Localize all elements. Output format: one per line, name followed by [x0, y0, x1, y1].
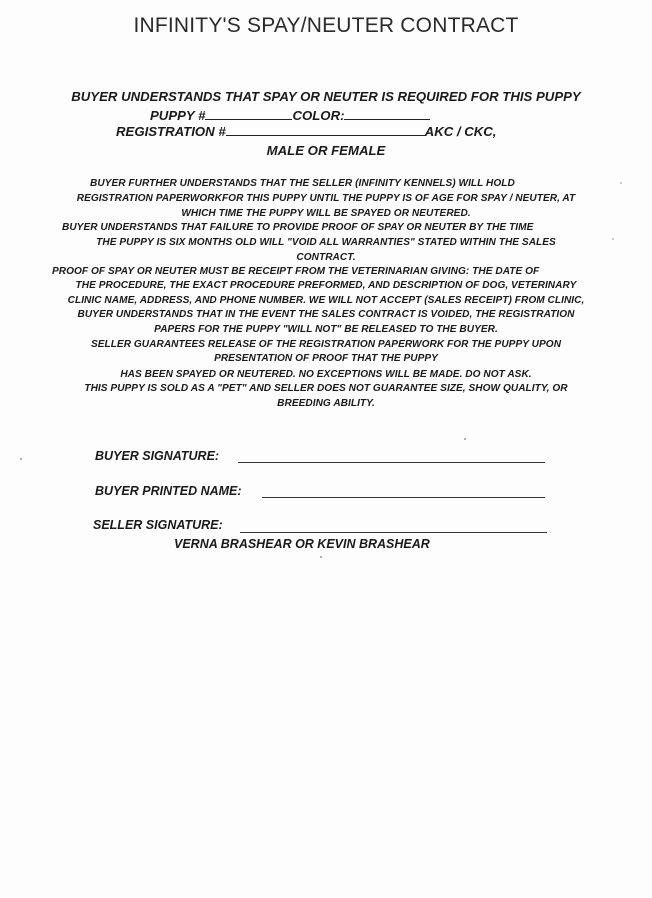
- seller-signature-field[interactable]: [240, 532, 547, 533]
- body-line-6: CONTRACT.: [296, 252, 356, 263]
- scan-speck: [464, 438, 466, 440]
- akc-ckc-label: AKC / CKC,: [424, 124, 497, 139]
- sex-line: MALE OR FEMALE: [266, 143, 386, 158]
- body-line-4: BUYER UNDERSTANDS THAT FAILURE TO PROVIDE PROOF OF SPAY OR NEUTER BY THE TIME: [62, 222, 534, 233]
- body-line-10: BUYER UNDERSTANDS THAT IN THE EVENT THE SALES CONTRACT IS VOIDED, THE REGISTRATION: [77, 309, 575, 320]
- scan-speck: [320, 556, 322, 558]
- puppy-color-line: [150, 108, 430, 123]
- buyer-printed-name-field[interactable]: [262, 497, 545, 498]
- color-field[interactable]: [344, 108, 430, 120]
- body-line-13: PRESENTATION OF PROOF THAT THE PUPPY: [214, 353, 438, 364]
- body-line-3: WHICH TIME THE PUPPY WILL BE SPAYED OR NEUTERED.: [181, 208, 471, 219]
- page-title: INFINITY'S SPAY/NEUTER CONTRACT: [133, 14, 519, 37]
- body-line-1: BUYER FURTHER UNDERSTANDS THAT THE SELLER (INFINITY KENNELS) WILL HOLD: [90, 178, 515, 189]
- buyer-signature-label: BUYER SIGNATURE:: [95, 449, 220, 463]
- scan-speck: [612, 238, 614, 240]
- body-line-15: THIS PUPPY IS SOLD AS A "PET" AND SELLER DOES NOT GUARANTEE SIZE, SHOW QUALITY, OR: [84, 383, 568, 394]
- requirement-statement: BUYER UNDERSTANDS THAT SPAY OR NEUTER IS REQUIRED FOR THIS PUPPY: [71, 89, 581, 104]
- registration-line: [116, 124, 496, 139]
- puppy-number-field[interactable]: [205, 108, 292, 120]
- registration-field[interactable]: [226, 124, 425, 136]
- seller-names: VERNA BRASHEAR OR KEVIN BRASHEAR: [174, 537, 430, 551]
- body-line-16: BREEDING ABILITY.: [277, 398, 375, 409]
- body-line-11: PAPERS FOR THE PUPPY "WILL NOT" BE RELEASED TO THE BUYER.: [154, 324, 498, 335]
- body-line-7: PROOF OF SPAY OR NEUTER MUST BE RECEIPT FROM THE VETERINARIAN GIVING: THE DATE OF: [52, 266, 540, 277]
- body-line-5: THE PUPPY IS SIX MONTHS OLD WILL "VOID ALL WARRANTIES" STATED WITHIN THE SALES: [96, 237, 556, 248]
- buyer-printed-name-label: BUYER PRINTED NAME:: [95, 484, 242, 498]
- body-line-12: SELLER GUARANTEES RELEASE OF THE REGISTRATION PAPERWORK FOR THE PUPPY UPON: [90, 339, 562, 350]
- registration-label: REGISTRATION #: [116, 124, 226, 139]
- seller-signature-label: SELLER SIGNATURE:: [93, 518, 223, 532]
- puppy-number-label: PUPPY #: [150, 108, 206, 123]
- scan-speck: [20, 458, 22, 460]
- color-label: COLOR:: [292, 108, 345, 123]
- body-line-2: REGISTRATION PAPERWORKFOR THIS PUPPY UNTIL THE PUPPY IS OF AGE FOR SPAY / NEUTER, AT: [76, 193, 576, 204]
- body-line-8: THE PROCEDURE, THE EXACT PROCEDURE PREFORMED, AND DESCRIPTION OF DOG, VETERINARY: [75, 280, 577, 291]
- body-line-14: HAS BEEN SPAYED OR NEUTERED. NO EXCEPTIONS WILL BE MADE. DO NOT ASK.: [120, 369, 532, 380]
- body-line-9: CLINIC NAME, ADDRESS, AND PHONE NUMBER. WE WILL NOT ACCEPT (SALES RECEIPT) FROM CLINIC,: [67, 295, 585, 306]
- buyer-signature-field[interactable]: [238, 462, 545, 463]
- scan-speck: [620, 182, 622, 184]
